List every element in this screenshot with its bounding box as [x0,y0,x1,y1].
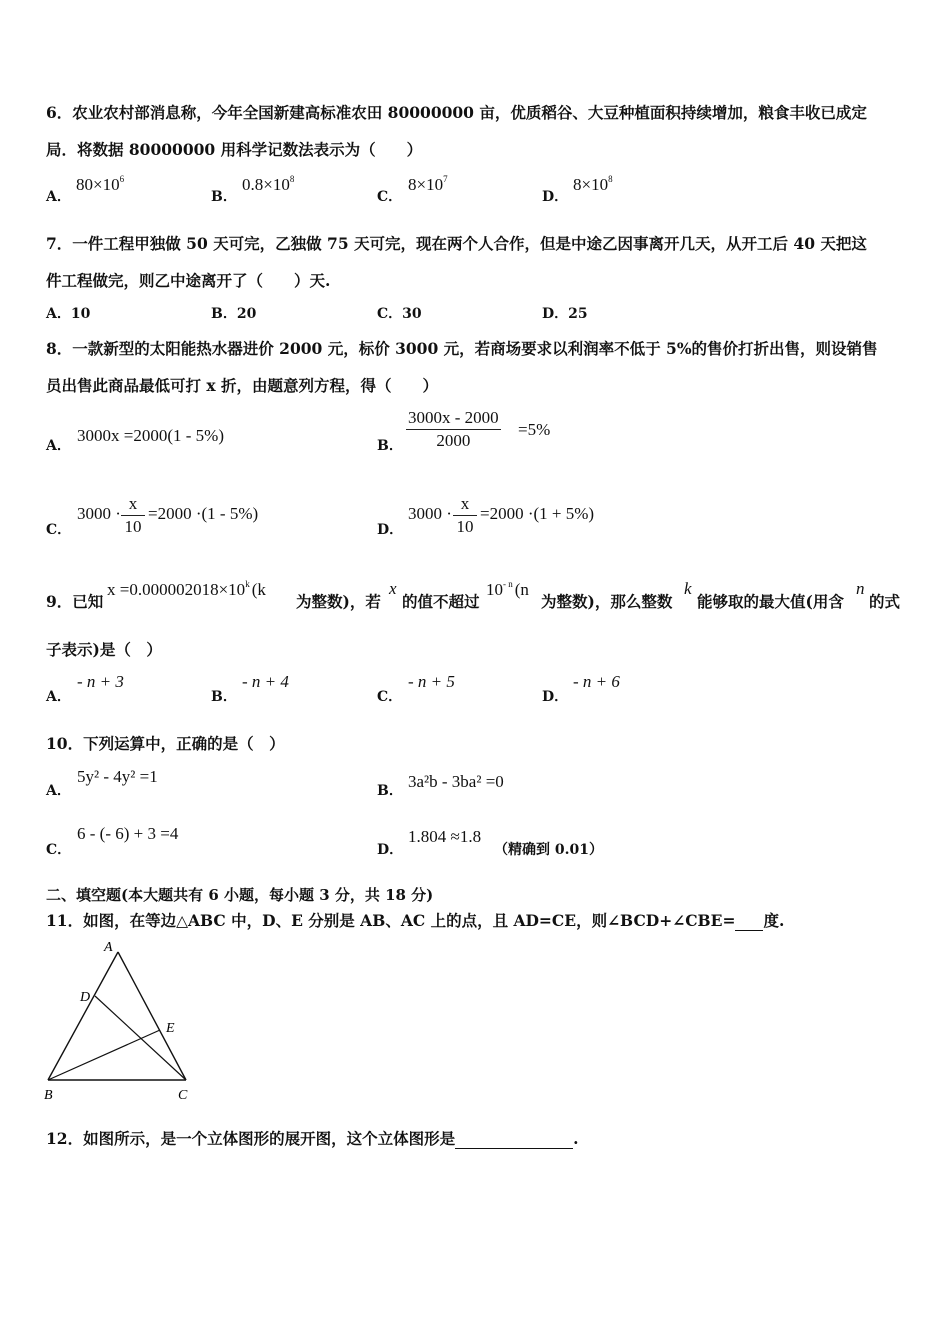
q8-line2: 员出售此商品最低可打 x 折，由题意列方程，得（ ） [46,376,439,395]
q10-option-a-label[interactable]: A． [46,783,71,799]
q12-answer-blank[interactable] [455,1129,573,1149]
q11-text [46,909,784,931]
q8-option-d-fraction: $\frac{x}{10}$ [453,494,477,537]
q7-option-b[interactable]: B．20 [211,306,257,322]
q6-option-c-expr: $8\times 10^7$ [408,174,448,194]
q8-option-c-left: 3000 · [77,504,121,523]
q11-answer-blank[interactable] [735,911,763,931]
q7-option-d[interactable]: D．25 [542,306,588,322]
q9-text2: 的值不超过 [402,592,480,611]
q9-var-x: x [389,579,397,598]
q10-option-a-expr: 5y² - 4y² =1 [77,767,158,786]
segment-be [48,1030,160,1080]
q8-option-a-expr: 3000x =2000(1 - 5%) [77,426,224,445]
side-ac [118,952,186,1080]
q9-text5: 的式 [869,592,901,611]
q9-option-c-label[interactable]: C． [377,689,403,705]
q9-expr1: $x =0.000002018\times 10^k$ (k [107,579,266,599]
label-b: B [44,1088,53,1103]
q8-option-c-right: =2000 ·(1 - 5%) [148,504,259,523]
q8-option-c-fraction: $\frac{x}{10}$ [121,494,145,537]
q6-option-b-label[interactable]: B． [211,189,237,205]
q10-option-d-label[interactable]: D． [377,842,404,858]
label-c: C [178,1088,188,1103]
q9-text4: 能够取的最大值(用含 [697,592,844,611]
q10-option-b-expr: 3a²b - 3ba² =0 [408,772,504,791]
q6-option-b-expr: $0.8\times 10^8$ [242,174,295,194]
q9-option-b-expr: - n + 4 [242,672,289,691]
q11-text-before: 11．如图，在等边△ABC 中，D、E 分别是 AB、AC 上的点，且 AD=CE，则∠BCD+∠CBE= [46,911,736,930]
q11-text-after: 度. [763,911,785,930]
q9-option-a-expr: - n + 3 [77,672,124,691]
q6-line1: 6．农业农村部消息称，今年全国新建高标准农田 80000000 亩，优质稻谷、大豆种植面积持续增加，粮食丰收已成定 [46,103,867,122]
q8-option-a-label[interactable]: A． [46,438,71,454]
q9-text3: 为整数)，那么整数 [541,592,673,611]
q8-option-b-fraction [406,408,501,451]
q8-option-d-left: 3000 · [408,504,452,523]
q12-text-before: 12．如图所示，是一个立体图形的展开图，这个立体图形是 [46,1129,456,1148]
q9-line2: 子表示)是（ ） [46,640,162,659]
q8-option-d-right: =2000 ·(1 + 5%) [480,504,595,523]
q10-option-c-label[interactable]: C． [46,842,72,858]
q12-text [46,1127,578,1149]
q9-var-n: n [856,579,865,598]
q6-option-d-expr: $8\times 10^8$ [573,174,613,194]
q8-option-c-label[interactable]: C． [46,522,72,538]
q9-option-d-expr: - n + 6 [573,672,620,691]
q9-var-k: k [684,579,692,598]
q8-line1: 8．一款新型的太阳能热水器进价 2000 元，标价 3000 元，若商场要求以利润率不低于 5%的售价打折出售，则设销售 [46,339,878,358]
q7-line2: 件工程做完，则乙中途离开了（ ）天. [46,271,331,290]
q10-option-d-expr: 1.804 ≈1.8 [408,827,482,846]
q6-line2: 局．将数据 80000000 用科学记数法表示为（ ） [46,140,423,159]
q9-option-a-label[interactable]: A． [46,689,71,705]
q8-b-numerator: 3000x - 2000 [406,408,501,430]
q9-prefix: 9．已知 [46,592,104,611]
q10-option-b-label[interactable]: B． [377,783,403,799]
q9-option-b-label[interactable]: B． [211,689,237,705]
q10-stem: 10．下列运算中，正确的是（ ） [46,734,285,753]
q8-option-d-label[interactable]: D． [377,522,404,538]
section-heading: 二、填空题(本大题共有 6 小题，每小题 3 分，共 18 分) [46,886,434,904]
q9-expr2: $10^{- n}$ (n [486,579,529,599]
q11-triangle-figure [40,938,200,1106]
q6-option-c-label[interactable]: C． [377,189,403,205]
q6-option-d-label[interactable]: D． [542,189,569,205]
side-ab [48,952,118,1080]
q6-option-a-expr: $80\times 10^6$ [76,174,125,194]
label-d: D [80,990,91,1005]
q8-b-denominator: 2000 [436,431,471,450]
q8-option-b-rhs: =5% [518,420,551,439]
q7-option-a[interactable]: A．10 [46,306,91,322]
label-a: A [104,940,113,955]
q9-text1: 为整数)，若 [296,592,381,611]
q10-option-c-expr: 6 - (- 6) + 3 =4 [77,824,179,843]
q6-option-a-label[interactable]: A． [46,189,71,205]
q7-line1: 7．一件工程甲独做 50 天可完，乙独做 75 天可完，现在两个人合作，但是中途乙因事离开几天，从开工后 40 天把这 [46,234,867,253]
q8-option-b-label[interactable]: B． [377,438,403,454]
segment-cd [95,996,186,1080]
q12-text-after: . [573,1129,579,1148]
q10-option-d-note: （精确到 0.01） [494,842,603,858]
label-e: E [166,1021,175,1036]
q7-option-c[interactable]: C．30 [377,306,422,322]
q9-option-c-expr: - n + 5 [408,672,455,691]
q9-option-d-label[interactable]: D． [542,689,569,705]
